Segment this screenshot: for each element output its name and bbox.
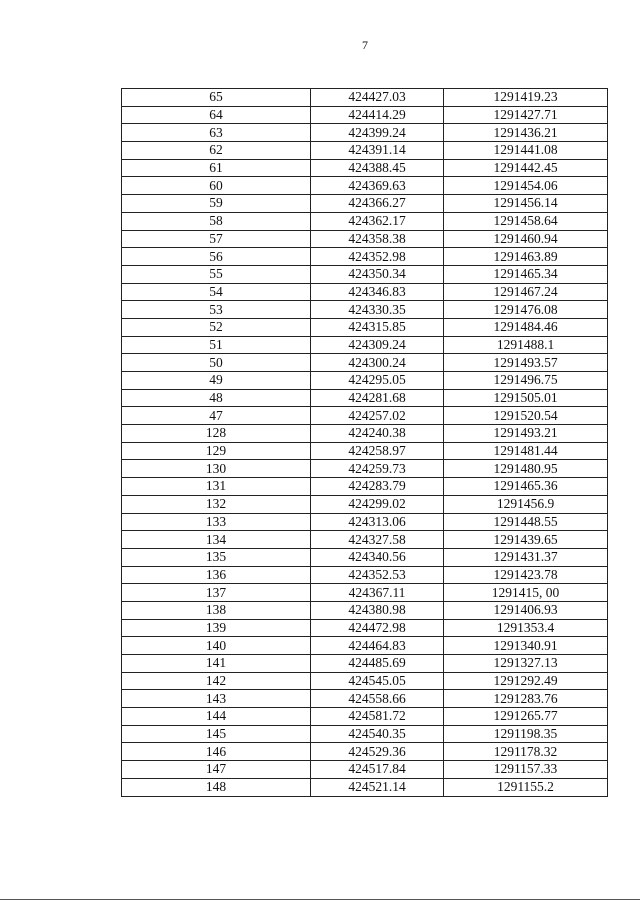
x-coordinate-cell: 424521.14 — [311, 778, 444, 796]
table-row — [122, 407, 608, 425]
point-number-cell: 135 — [122, 548, 311, 566]
table-row — [122, 566, 608, 584]
point-number-cell: 56 — [122, 248, 311, 266]
x-coordinate-cell: 424295.05 — [311, 372, 444, 390]
y-coordinate-cell: 1291493.21 — [444, 425, 608, 443]
coordinates-table-body — [122, 89, 608, 797]
x-coordinate-cell: 424399.24 — [311, 124, 444, 142]
table-row — [122, 601, 608, 619]
point-number-cell: 144 — [122, 708, 311, 726]
table-row — [122, 478, 608, 496]
y-coordinate-cell: 1291496.75 — [444, 372, 608, 390]
table-row — [122, 372, 608, 390]
point-number-cell: 55 — [122, 265, 311, 283]
x-coordinate-cell: 424380.98 — [311, 601, 444, 619]
y-coordinate-cell: 1291353.4 — [444, 619, 608, 637]
table-row — [122, 495, 608, 513]
x-coordinate-cell: 424283.79 — [311, 478, 444, 496]
y-coordinate-cell: 1291283.76 — [444, 690, 608, 708]
point-number-cell: 146 — [122, 743, 311, 761]
point-number-cell: 59 — [122, 195, 311, 213]
point-number-cell: 50 — [122, 354, 311, 372]
x-coordinate-cell: 424517.84 — [311, 761, 444, 779]
point-number-cell: 142 — [122, 672, 311, 690]
point-number-cell: 133 — [122, 513, 311, 531]
point-number-cell: 143 — [122, 690, 311, 708]
x-coordinate-cell: 424299.02 — [311, 495, 444, 513]
table-row — [122, 283, 608, 301]
table-row — [122, 655, 608, 673]
point-number-cell: 128 — [122, 425, 311, 443]
y-coordinate-cell: 1291423.78 — [444, 566, 608, 584]
point-number-cell: 49 — [122, 372, 311, 390]
y-coordinate-cell: 1291340.91 — [444, 637, 608, 655]
y-coordinate-cell: 1291481.44 — [444, 442, 608, 460]
x-coordinate-cell: 424391.14 — [311, 142, 444, 160]
table-row — [122, 743, 608, 761]
x-coordinate-cell: 424367.11 — [311, 584, 444, 602]
x-coordinate-cell: 424485.69 — [311, 655, 444, 673]
point-number-cell: 54 — [122, 283, 311, 301]
point-number-cell: 51 — [122, 336, 311, 354]
table-row — [122, 513, 608, 531]
table-row — [122, 637, 608, 655]
table-row — [122, 725, 608, 743]
table-row — [122, 177, 608, 195]
table-row — [122, 142, 608, 160]
footer-divider — [0, 899, 640, 900]
point-number-cell: 129 — [122, 442, 311, 460]
point-number-cell: 134 — [122, 531, 311, 549]
table-row — [122, 195, 608, 213]
point-number-cell: 58 — [122, 212, 311, 230]
table-row — [122, 124, 608, 142]
y-coordinate-cell: 1291292.49 — [444, 672, 608, 690]
x-coordinate-cell: 424259.73 — [311, 460, 444, 478]
y-coordinate-cell: 1291505.01 — [444, 389, 608, 407]
x-coordinate-cell: 424369.63 — [311, 177, 444, 195]
y-coordinate-cell: 1291476.08 — [444, 301, 608, 319]
point-number-cell: 65 — [122, 89, 311, 107]
table-row — [122, 354, 608, 372]
y-coordinate-cell: 1291465.36 — [444, 478, 608, 496]
x-coordinate-cell: 424346.83 — [311, 283, 444, 301]
y-coordinate-cell: 1291520.54 — [444, 407, 608, 425]
table-row — [122, 336, 608, 354]
y-coordinate-cell: 1291198.35 — [444, 725, 608, 743]
point-number-cell: 138 — [122, 601, 311, 619]
table-row — [122, 619, 608, 637]
point-number-cell: 136 — [122, 566, 311, 584]
x-coordinate-cell: 424300.24 — [311, 354, 444, 372]
point-number-cell: 131 — [122, 478, 311, 496]
x-coordinate-cell: 424366.27 — [311, 195, 444, 213]
x-coordinate-cell: 424545.05 — [311, 672, 444, 690]
x-coordinate-cell: 424529.36 — [311, 743, 444, 761]
x-coordinate-cell: 424464.83 — [311, 637, 444, 655]
y-coordinate-cell: 1291265.77 — [444, 708, 608, 726]
table-row — [122, 584, 608, 602]
y-coordinate-cell: 1291442.45 — [444, 159, 608, 177]
y-coordinate-cell: 1291439.65 — [444, 531, 608, 549]
table-row — [122, 265, 608, 283]
table-row — [122, 761, 608, 779]
x-coordinate-cell: 424350.34 — [311, 265, 444, 283]
point-number-cell: 141 — [122, 655, 311, 673]
y-coordinate-cell: 1291419.23 — [444, 89, 608, 107]
table-row — [122, 442, 608, 460]
point-number-cell: 140 — [122, 637, 311, 655]
y-coordinate-cell: 1291454.06 — [444, 177, 608, 195]
y-coordinate-cell: 1291456.9 — [444, 495, 608, 513]
y-coordinate-cell: 1291157.33 — [444, 761, 608, 779]
point-number-cell: 139 — [122, 619, 311, 637]
point-number-cell: 62 — [122, 142, 311, 160]
table-row — [122, 212, 608, 230]
x-coordinate-cell: 424352.53 — [311, 566, 444, 584]
point-number-cell: 147 — [122, 761, 311, 779]
x-coordinate-cell: 424240.38 — [311, 425, 444, 443]
x-coordinate-cell: 424258.97 — [311, 442, 444, 460]
y-coordinate-cell: 1291441.08 — [444, 142, 608, 160]
x-coordinate-cell: 424358.38 — [311, 230, 444, 248]
table-row — [122, 672, 608, 690]
y-coordinate-cell: 1291327.13 — [444, 655, 608, 673]
table-row — [122, 301, 608, 319]
point-number-cell: 47 — [122, 407, 311, 425]
y-coordinate-cell: 1291178.32 — [444, 743, 608, 761]
x-coordinate-cell: 424388.45 — [311, 159, 444, 177]
point-number-cell: 64 — [122, 106, 311, 124]
point-number-cell: 137 — [122, 584, 311, 602]
table-row — [122, 318, 608, 336]
point-number-cell: 53 — [122, 301, 311, 319]
x-coordinate-cell: 424540.35 — [311, 725, 444, 743]
y-coordinate-cell: 1291431.37 — [444, 548, 608, 566]
y-coordinate-cell: 1291436.21 — [444, 124, 608, 142]
page-number: 7 — [362, 38, 368, 52]
y-coordinate-cell: 1291484.46 — [444, 318, 608, 336]
x-coordinate-cell: 424257.02 — [311, 407, 444, 425]
x-coordinate-cell: 424352.98 — [311, 248, 444, 266]
y-coordinate-cell: 1291406.93 — [444, 601, 608, 619]
y-coordinate-cell: 1291415, 00 — [444, 584, 608, 602]
x-coordinate-cell: 424427.03 — [311, 89, 444, 107]
x-coordinate-cell: 424327.58 — [311, 531, 444, 549]
table-row — [122, 106, 608, 124]
table-row — [122, 708, 608, 726]
table-row — [122, 531, 608, 549]
table-row — [122, 159, 608, 177]
table-row — [122, 460, 608, 478]
y-coordinate-cell: 1291467.24 — [444, 283, 608, 301]
table-row — [122, 389, 608, 407]
x-coordinate-cell: 424581.72 — [311, 708, 444, 726]
point-number-cell: 63 — [122, 124, 311, 142]
y-coordinate-cell: 1291493.57 — [444, 354, 608, 372]
coordinates-table — [121, 88, 608, 797]
table-row — [122, 89, 608, 107]
table-row — [122, 425, 608, 443]
point-number-cell: 52 — [122, 318, 311, 336]
y-coordinate-cell: 1291155.2 — [444, 778, 608, 796]
x-coordinate-cell: 424340.56 — [311, 548, 444, 566]
point-number-cell: 148 — [122, 778, 311, 796]
y-coordinate-cell: 1291460.94 — [444, 230, 608, 248]
table-row — [122, 248, 608, 266]
point-number-cell: 61 — [122, 159, 311, 177]
table-row — [122, 690, 608, 708]
table-row — [122, 778, 608, 796]
x-coordinate-cell: 424414.29 — [311, 106, 444, 124]
x-coordinate-cell: 424362.17 — [311, 212, 444, 230]
point-number-cell: 57 — [122, 230, 311, 248]
y-coordinate-cell: 1291480.95 — [444, 460, 608, 478]
table-row — [122, 548, 608, 566]
x-coordinate-cell: 424281.68 — [311, 389, 444, 407]
point-number-cell: 60 — [122, 177, 311, 195]
y-coordinate-cell: 1291465.34 — [444, 265, 608, 283]
y-coordinate-cell: 1291463.89 — [444, 248, 608, 266]
table-row — [122, 230, 608, 248]
x-coordinate-cell: 424313.06 — [311, 513, 444, 531]
x-coordinate-cell: 424315.85 — [311, 318, 444, 336]
y-coordinate-cell: 1291458.64 — [444, 212, 608, 230]
x-coordinate-cell: 424330.35 — [311, 301, 444, 319]
y-coordinate-cell: 1291456.14 — [444, 195, 608, 213]
x-coordinate-cell: 424309.24 — [311, 336, 444, 354]
point-number-cell: 132 — [122, 495, 311, 513]
x-coordinate-cell: 424472.98 — [311, 619, 444, 637]
point-number-cell: 145 — [122, 725, 311, 743]
y-coordinate-cell: 1291427.71 — [444, 106, 608, 124]
point-number-cell: 130 — [122, 460, 311, 478]
y-coordinate-cell: 1291448.55 — [444, 513, 608, 531]
x-coordinate-cell: 424558.66 — [311, 690, 444, 708]
y-coordinate-cell: 1291488.1 — [444, 336, 608, 354]
point-number-cell: 48 — [122, 389, 311, 407]
